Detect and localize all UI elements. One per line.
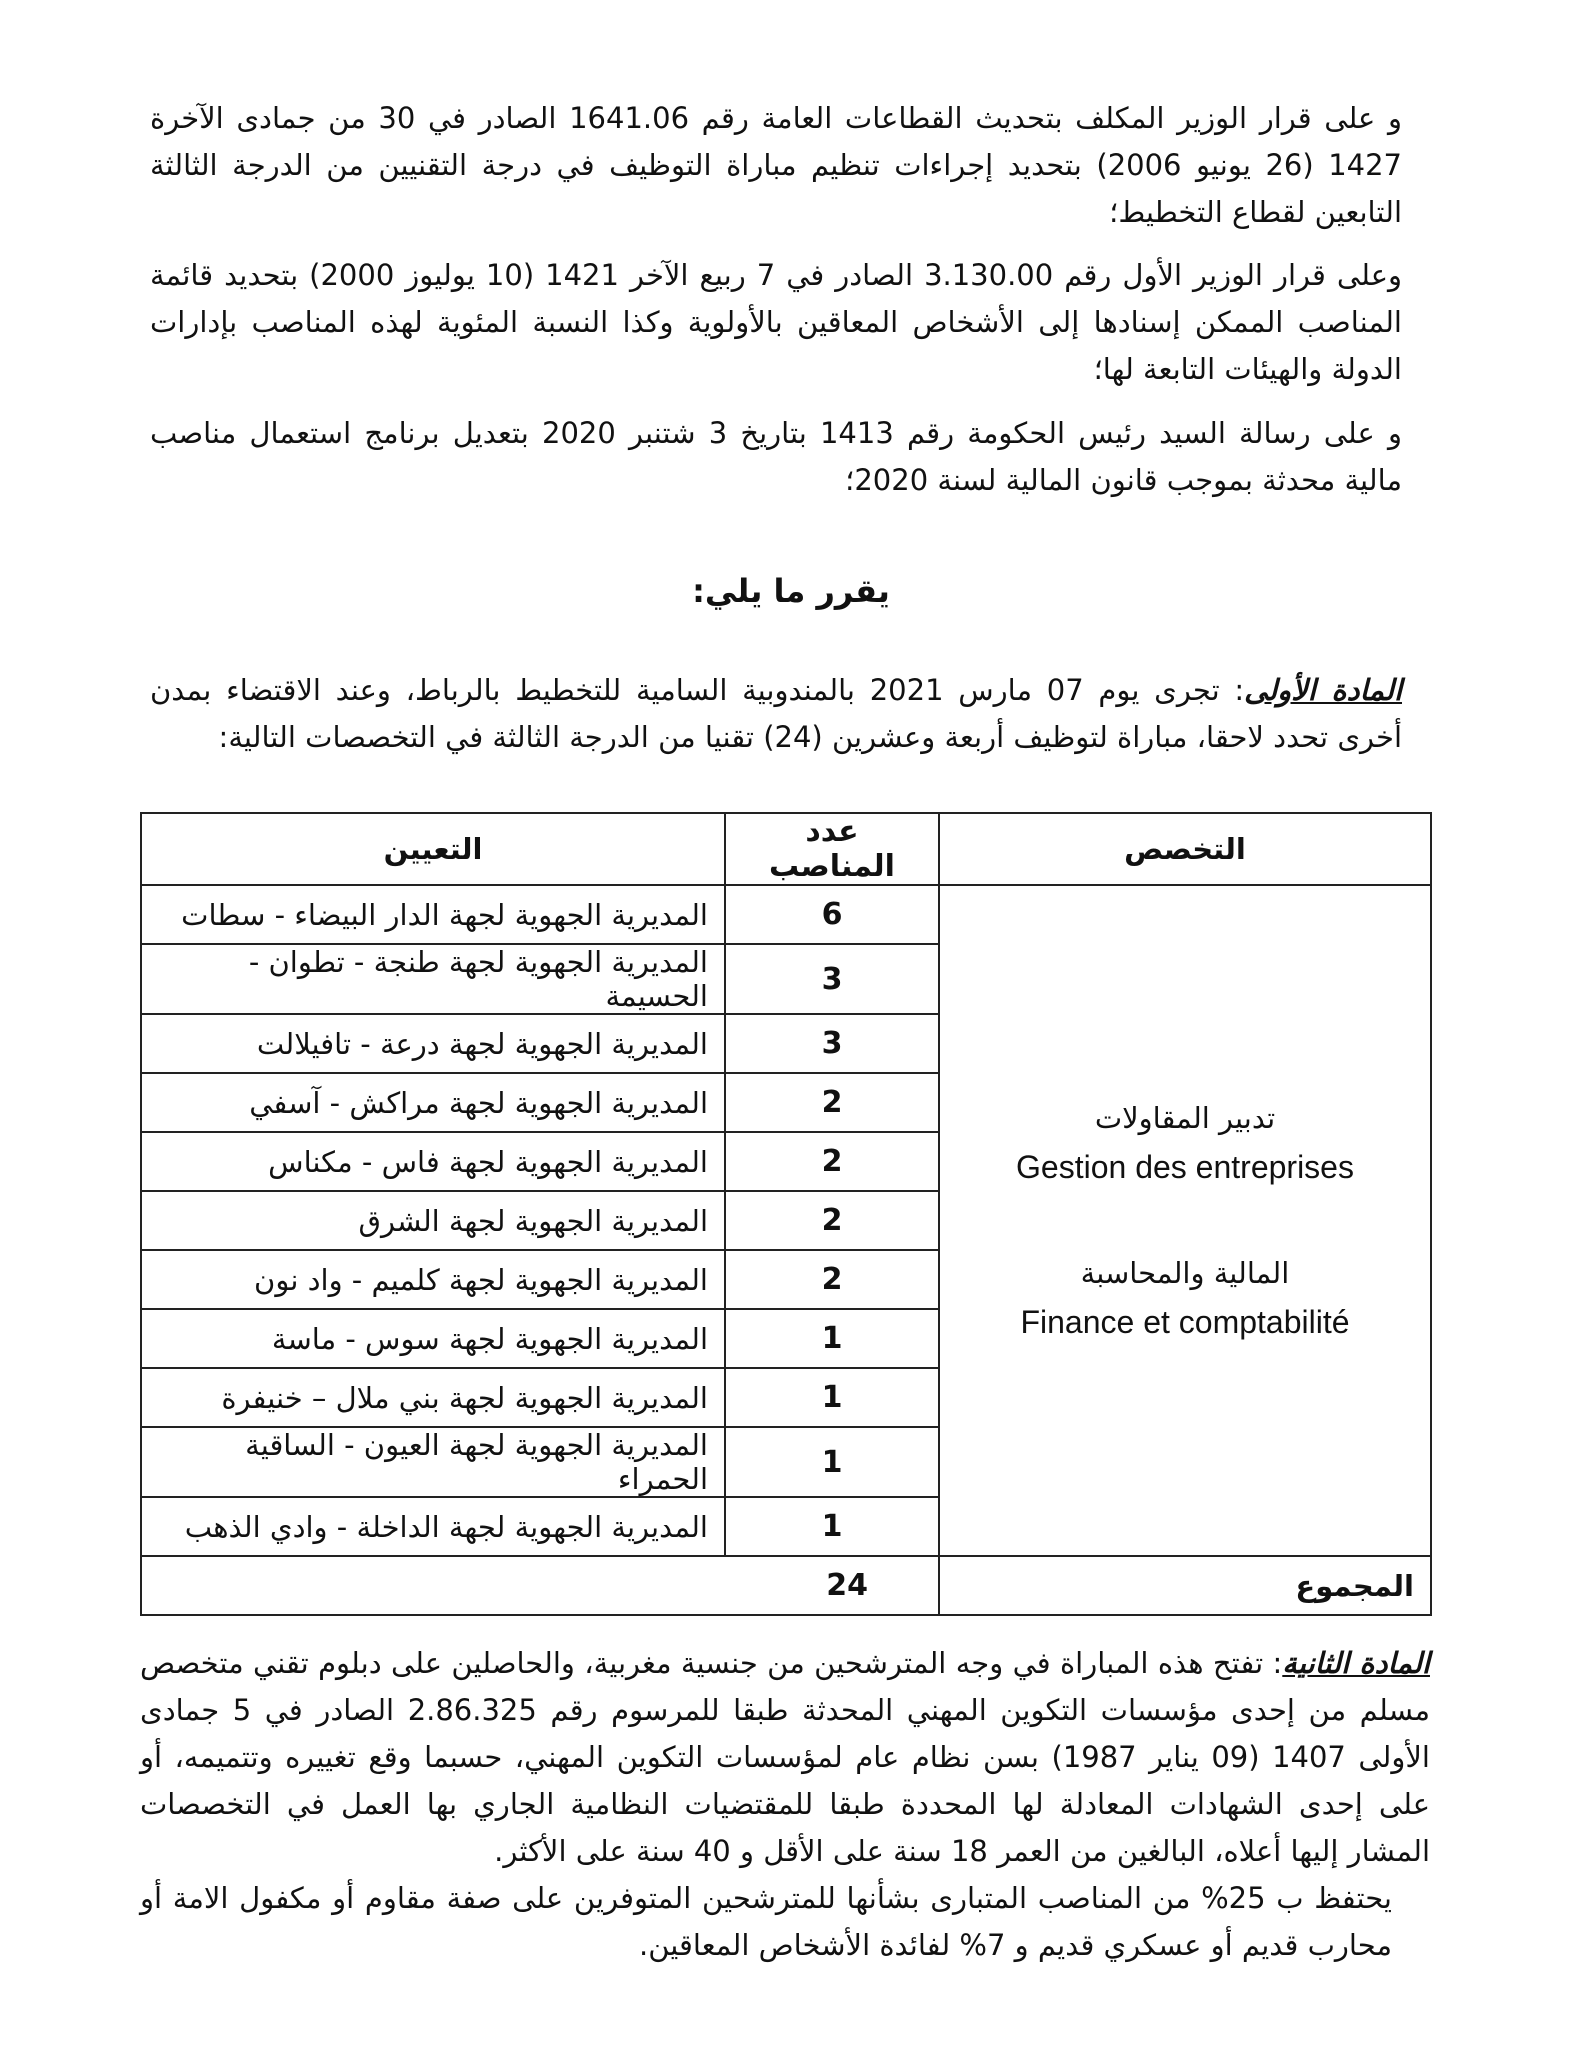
row-assignment: المديرية الجهوية لجهة مراكش - آسفي xyxy=(141,1073,725,1132)
article-2 xyxy=(140,1640,1430,1969)
row-count: 1 xyxy=(725,1427,939,1497)
row-assignment: المديرية الجهوية لجهة بني ملال – خنيفرة xyxy=(141,1368,725,1427)
header-count: عدد المناصب xyxy=(725,813,939,885)
row-assignment: المديرية الجهوية لجهة درعة - تافيلالت xyxy=(141,1014,725,1073)
specialty-cell xyxy=(939,885,1431,1556)
row-count: 1 xyxy=(725,1368,939,1427)
specialty-2-fr: Finance et comptabilité xyxy=(1020,1303,1350,1340)
table-header-row xyxy=(141,813,1431,885)
table-row xyxy=(141,885,1431,944)
total-value: 24 xyxy=(141,1556,939,1615)
row-count: 1 xyxy=(725,1309,939,1368)
row-count: 6 xyxy=(725,885,939,944)
row-count: 3 xyxy=(725,944,939,1014)
row-count: 2 xyxy=(725,1191,939,1250)
row-count: 2 xyxy=(725,1132,939,1191)
specialty-1-ar: تدبير المقاولات xyxy=(1094,1100,1276,1135)
header-assignment: التعيين xyxy=(141,813,725,885)
row-assignment: المديرية الجهوية لجهة الدار البيضاء - سطات xyxy=(141,885,725,944)
specialty-2-ar: المالية والمحاسبة xyxy=(1080,1255,1290,1290)
article-2-label: المادة الثانية xyxy=(1282,1646,1430,1680)
row-assignment: المديرية الجهوية لجهة الداخلة - وادي الذهب xyxy=(141,1497,725,1556)
row-count: 3 xyxy=(725,1014,939,1073)
article-2-reserve: يحتفظ ب 25% من المناصب المتبارى بشأنها للمترشحين المتوفرين على صفة مقاوم أو مكفول الامة أو محارب قديم أو عسكري قديم و 7% لفائدة الأشخاص المعاقين. xyxy=(140,1881,1392,1962)
article-1-label: المادة الأولى xyxy=(1244,673,1402,707)
row-assignment: المديرية الجهوية لجهة الشرق xyxy=(141,1191,725,1250)
article-2-text: : تفتح هذه المباراة في وجه المترشحين من جنسية مغربية، والحاصلين على دبلوم تقني متخصص مسلم من إحدى مؤسسات التكوين المهني المحدثة طبقا للمرسوم رقم 2.86.325 الصادر في 5 جمادى الأولى 1407 (09 يناير 1987) بسن نظام عام لمؤسسات التكوين المهني، حسبما وقع تغييره وتتميمه، أو على إحدى الشهادات المعادلة لها المحددة طبقا للمقتضيات النظامية الجاري بها العمل في التخصصات المشار إليها أعلاه، البالغين من العمر 18 سنة على الأقل و 40 سنة على الأكثر. xyxy=(140,1646,1430,1868)
specialty-1-fr: Gestion des entreprises xyxy=(1016,1148,1354,1185)
preamble-paragraph-1: و على قرار الوزير المكلف بتحديث القطاعات العامة رقم 1641.06 الصادر في 30 من جمادى الآخرة 1427 (26 يونيو 2006) بتحديد إجراءات تنظيم مباراة التوظيف في درجة التقنيين من الدرجة الثالثة التابعين لقطاع التخطيط؛ xyxy=(150,101,1403,229)
table-total-row xyxy=(141,1556,1431,1615)
row-count: 2 xyxy=(725,1250,939,1309)
row-count: 1 xyxy=(725,1497,939,1556)
article-1-text: : تجرى يوم 07 مارس 2021 بالمندوبية السامية للتخطيط بالرباط، وعند الاقتضاء بمدن أخرى تحدد لاحقا، مباراة لتوظيف أربعة وعشرين (24) تقنيا من الدرجة الثالثة في التخصصات التالية: xyxy=(150,673,1402,754)
preamble-paragraph-3: و على رسالة السيد رئيس الحكومة رقم 1413 بتاريخ 3 شتنبر 2020 بتعديل برنامج استعمال مناصب مالية محدثة بموجب قانون المالية لسنة 2020؛ xyxy=(150,416,1403,497)
header-specialty: التخصص xyxy=(939,813,1431,885)
posts-table xyxy=(140,812,1432,1616)
row-assignment: المديرية الجهوية لجهة طنجة - تطوان - الحسيمة xyxy=(141,944,725,1014)
row-assignment: المديرية الجهوية لجهة كلميم - واد نون xyxy=(141,1250,725,1309)
decides-heading: يقرر ما يلي: xyxy=(692,572,890,610)
row-count: 2 xyxy=(725,1073,939,1132)
row-assignment: المديرية الجهوية لجهة سوس - ماسة xyxy=(141,1309,725,1368)
row-assignment: المديرية الجهوية لجهة العيون - الساقية الحمراء xyxy=(141,1427,725,1497)
preamble-paragraph-2: وعلى قرار الوزير الأول رقم 3.130.00 الصادر في 7 ربيع الآخر 1421 (10 يوليوز 2000) بتحديد قائمة المناصب الممكن إسنادها إلى الأشخاص المعاقين بالأولوية وكذا النسبة المئوية لهذه المناصب بإدارات الدولة والهيئات التابعة لها؛ xyxy=(150,258,1403,386)
total-label: المجموع xyxy=(939,1556,1431,1615)
article-1 xyxy=(150,667,1440,761)
row-assignment: المديرية الجهوية لجهة فاس - مكناس xyxy=(141,1132,725,1191)
